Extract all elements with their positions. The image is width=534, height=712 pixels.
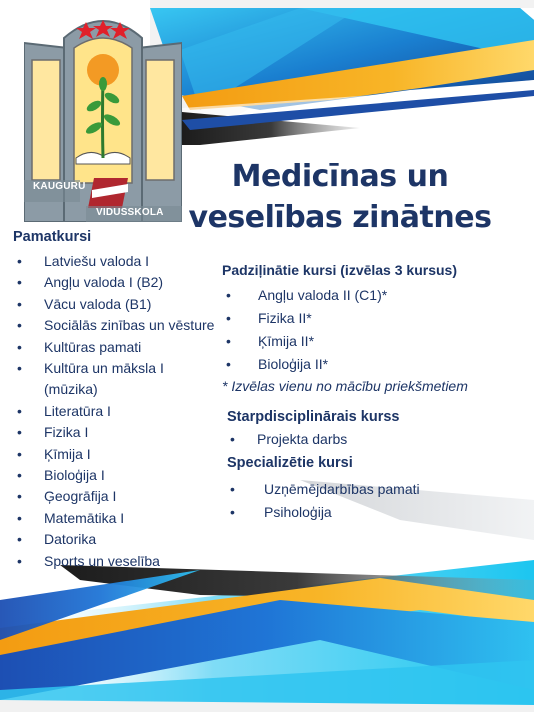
advanced-note: * Izvēlas vienu no mācību priekšmetiem [222, 378, 468, 394]
bullet-icon: • [17, 253, 22, 269]
list-item: • Fizika I [44, 422, 244, 443]
bullet-icon: • [17, 360, 22, 377]
bullet-icon: • [230, 504, 235, 520]
specialized-list [230, 478, 420, 524]
list-item: • Bioloģija II* [258, 353, 478, 376]
logo-text-top: KAUGURU [33, 181, 86, 192]
core-courses-heading: Pamatkursi [13, 229, 92, 245]
bullet-icon: • [17, 467, 22, 484]
list-item: • Datorika [44, 529, 244, 550]
advanced-courses-list [226, 284, 478, 376]
page-title: Medicīnas un veselības zinātnes [188, 159, 492, 235]
bullet-icon: • [17, 552, 22, 569]
bullet-icon: • [17, 445, 22, 462]
interdisciplinary-list [230, 431, 348, 447]
bullet-icon: • [17, 424, 22, 441]
list-item: • Sociālās zinības un vēsture [44, 315, 244, 336]
bullet-icon: • [17, 509, 22, 526]
advanced-courses-heading: Padziļinātie kursi (izvēlas 3 kursus) [222, 262, 457, 278]
list-item: • Uzņēmējdarbības pamati [264, 478, 420, 501]
list-item: • Kultūra un māksla I [44, 358, 244, 379]
bullet-icon: • [17, 338, 22, 355]
bullet-icon: • [226, 333, 231, 349]
bullet-icon: • [226, 356, 231, 372]
list-item: • Fizika II* [258, 307, 478, 330]
list-item-continuation: (mūzika) [44, 381, 98, 398]
bullet-icon: • [230, 431, 235, 447]
bullet-icon: • [226, 310, 231, 326]
list-item: • Ķīmija II* [258, 330, 478, 353]
list-item: • Projekta darbs [230, 431, 348, 447]
bullet-icon: • [17, 488, 22, 505]
list-item: • Matemātika I [44, 508, 244, 529]
interdisciplinary-heading: Starpdisciplinārais kurss [227, 409, 400, 425]
bullet-icon: • [17, 402, 22, 419]
list-item: • Angļu valoda II (C1)* [258, 284, 478, 307]
list-item: • Ģeogrāfija I [44, 486, 244, 507]
bullet-icon: • [226, 287, 231, 303]
bullet-icon: • [17, 274, 22, 291]
list-item: • Bioloģija I [44, 465, 244, 486]
core-courses-list [17, 251, 244, 572]
list-item: • Sports un veselība [44, 551, 244, 572]
list-item: • Literatūra I [44, 401, 244, 422]
bullet-icon: • [17, 317, 22, 334]
bullet-icon: • [17, 295, 22, 312]
logo-text-bottom: VIDUSSKOLA [96, 207, 164, 218]
list-item: • Psiholoģija [264, 501, 420, 524]
list-item: • Latviešu valoda I [44, 251, 244, 272]
list-item: • Ķīmija I [44, 444, 244, 465]
bullet-icon: • [230, 481, 235, 497]
list-item: • Angļu valoda I (B2) [44, 272, 244, 293]
bullet-icon: • [17, 531, 22, 548]
list-item: • Kultūras pamati [44, 337, 244, 358]
specialized-heading: Specializētie kursi [227, 455, 353, 471]
list-item: • Vācu valoda (B1) [44, 294, 244, 315]
